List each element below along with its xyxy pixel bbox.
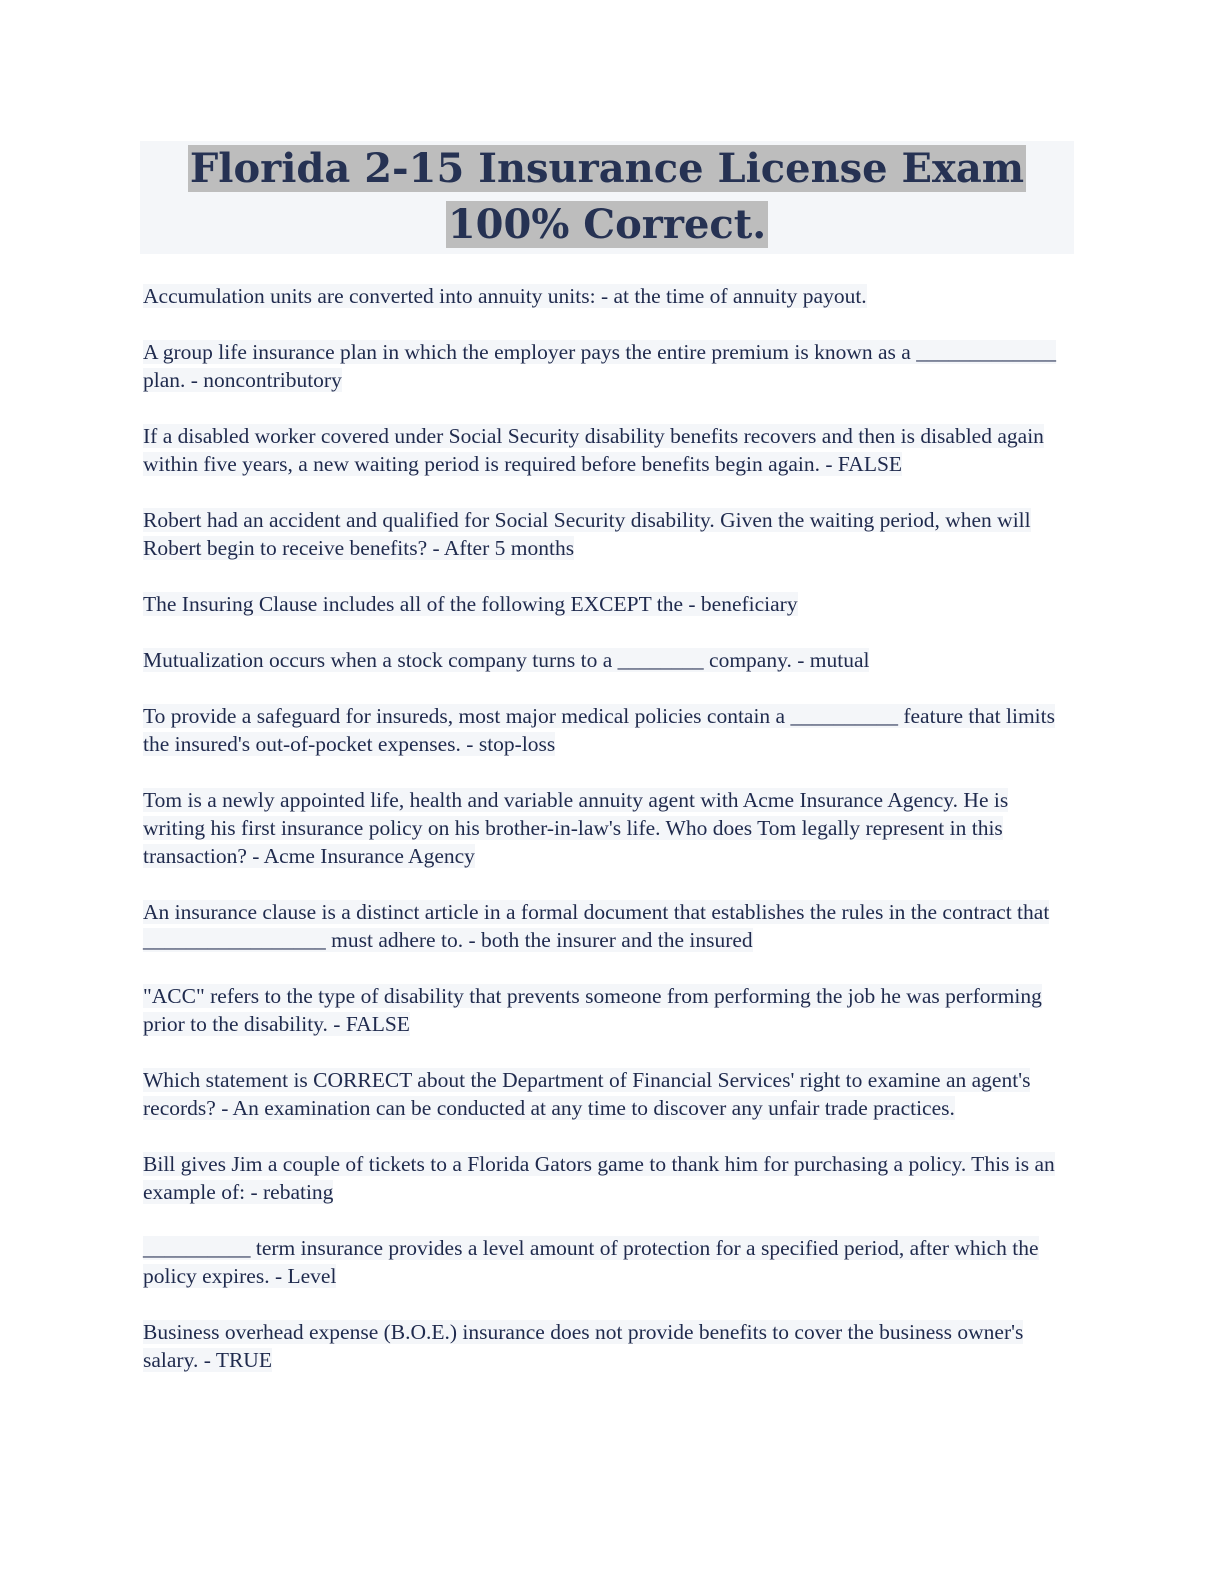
qa-item — [143, 1066, 1074, 1122]
qa-item — [143, 1150, 1074, 1206]
qa-text: A group life insurance plan in which the employer pays the entire premium is known as a _____________ plan. - noncontributory — [143, 340, 1056, 392]
title-block — [140, 141, 1074, 254]
qa-item — [143, 982, 1074, 1038]
qa-text: If a disabled worker covered under Social Security disability benefits recovers and then is disabled again within five years, a new waiting period is required before benefits begin again. - FALSE — [143, 424, 1044, 476]
qa-text: Bill gives Jim a couple of tickets to a Florida Gators game to thank him for purchasing a policy. This is an example of: - rebating — [143, 1152, 1055, 1204]
qa-item — [143, 702, 1074, 758]
qa-text: Accumulation units are converted into annuity units: - at the time of annuity payout. — [143, 284, 867, 308]
qa-text: Mutualization occurs when a stock company turns to a ________ company. - mutual — [143, 648, 870, 672]
qa-item — [143, 646, 1074, 674]
qa-text: To provide a safeguard for insureds, most major medical policies contain a __________ feature that limits the insured's out-of-pocket expenses. - stop-loss — [143, 704, 1055, 756]
qa-item — [143, 1234, 1074, 1290]
qa-text: Robert had an accident and qualified for Social Security disability. Given the waiting period, when will Robert begin to receive benefits? - After 5 months — [143, 508, 1031, 560]
document-title-line-1: Florida 2-15 Insurance License Exam — [189, 145, 1025, 192]
qa-text: Which statement is CORRECT about the Department of Financial Services' right to examine an agent's records? - An examination can be conducted at any time to discover any unfair trade practices. — [143, 1068, 1031, 1120]
qa-text: Business overhead expense (B.O.E.) insurance does not provide benefits to cover the business owner's salary. - TRUE — [143, 1320, 1024, 1372]
qa-text: Tom is a newly appointed life, health and variable annuity agent with Acme Insurance Agency. He is writing his first insurance policy on his brother-in-law's life. Who does Tom legally represent in this transaction? - Acme Insurance Agency — [143, 788, 1009, 868]
qa-item — [143, 422, 1074, 478]
qa-item — [143, 898, 1074, 954]
document-page — [140, 141, 1074, 1402]
qa-item — [143, 1318, 1074, 1374]
qa-text: __________ term insurance provides a level amount of protection for a specified period, after which the policy expires. - Level — [143, 1236, 1039, 1288]
qa-text: "ACC" refers to the type of disability that prevents someone from performing the job he was performing prior to the disability. - FALSE — [143, 984, 1042, 1036]
question-answer-list — [140, 282, 1074, 1374]
document-title-line-2: 100% Correct. — [447, 201, 767, 248]
qa-item — [143, 338, 1074, 394]
qa-item — [143, 506, 1074, 562]
qa-item — [143, 282, 1074, 310]
qa-text: The Insuring Clause includes all of the following EXCEPT the - beneficiary — [143, 592, 798, 616]
qa-item — [143, 786, 1074, 870]
qa-item — [143, 590, 1074, 618]
qa-text: An insurance clause is a distinct article in a formal document that establishes the rules in the contract that _________________ must adhere to. - both the insurer and the insured — [143, 900, 1050, 952]
